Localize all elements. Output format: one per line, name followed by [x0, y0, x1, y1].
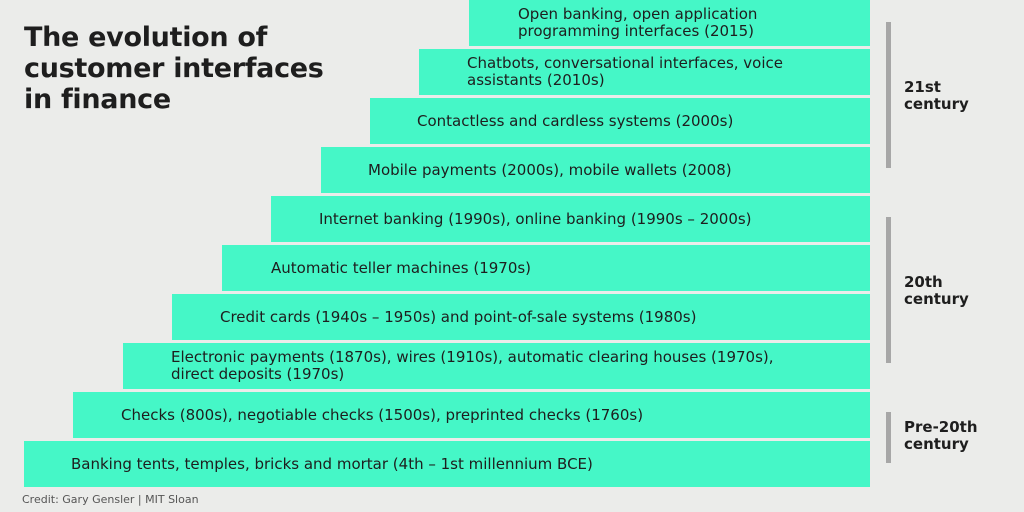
step-banking-tents	[24, 441, 870, 487]
step-label: Open banking, open application programming interfaces (2015)	[518, 5, 758, 40]
step-atm	[222, 245, 870, 291]
step-mobile-payments	[321, 147, 870, 193]
era-label-pre-20th: Pre-20th century	[904, 418, 978, 453]
era-bracket-pre-20th	[886, 412, 891, 463]
step-label: Credit cards (1940s – 1950s) and point-of-sale systems (1980s)	[220, 307, 697, 326]
step-label: Electronic payments (1870s), wires (1910s), automatic clearing houses (1970s), direct deposits (1970s)	[171, 348, 774, 383]
step-label: Banking tents, temples, bricks and mortar (4th – 1st millennium BCE)	[71, 454, 593, 473]
step-open-banking	[469, 0, 870, 46]
era-label-21st: 21st century	[904, 78, 969, 113]
page-title: The evolution of customer interfaces in finance	[24, 22, 324, 116]
step-label: Mobile payments (2000s), mobile wallets (2008)	[368, 160, 732, 179]
step-internet-banking	[271, 196, 870, 242]
step-label: Internet banking (1990s), online banking (1990s – 2000s)	[319, 209, 752, 228]
step-credit-cards	[172, 294, 870, 340]
step-checks	[73, 392, 870, 438]
era-bracket-21st	[886, 22, 891, 168]
step-chatbots	[419, 49, 870, 95]
step-label: Automatic teller machines (1970s)	[271, 258, 532, 277]
credit-line: Credit: Gary Gensler | MIT Sloan	[22, 493, 199, 506]
step-contactless	[370, 98, 870, 144]
step-label: Checks (800s), negotiable checks (1500s), preprinted checks (1760s)	[121, 405, 644, 424]
step-electronic-payments	[123, 343, 870, 389]
step-label: Contactless and cardless systems (2000s)	[417, 111, 734, 130]
step-label: Chatbots, conversational interfaces, voice assistants (2010s)	[467, 54, 784, 89]
era-bracket-20th	[886, 217, 891, 363]
era-label-20th: 20th century	[904, 273, 969, 308]
